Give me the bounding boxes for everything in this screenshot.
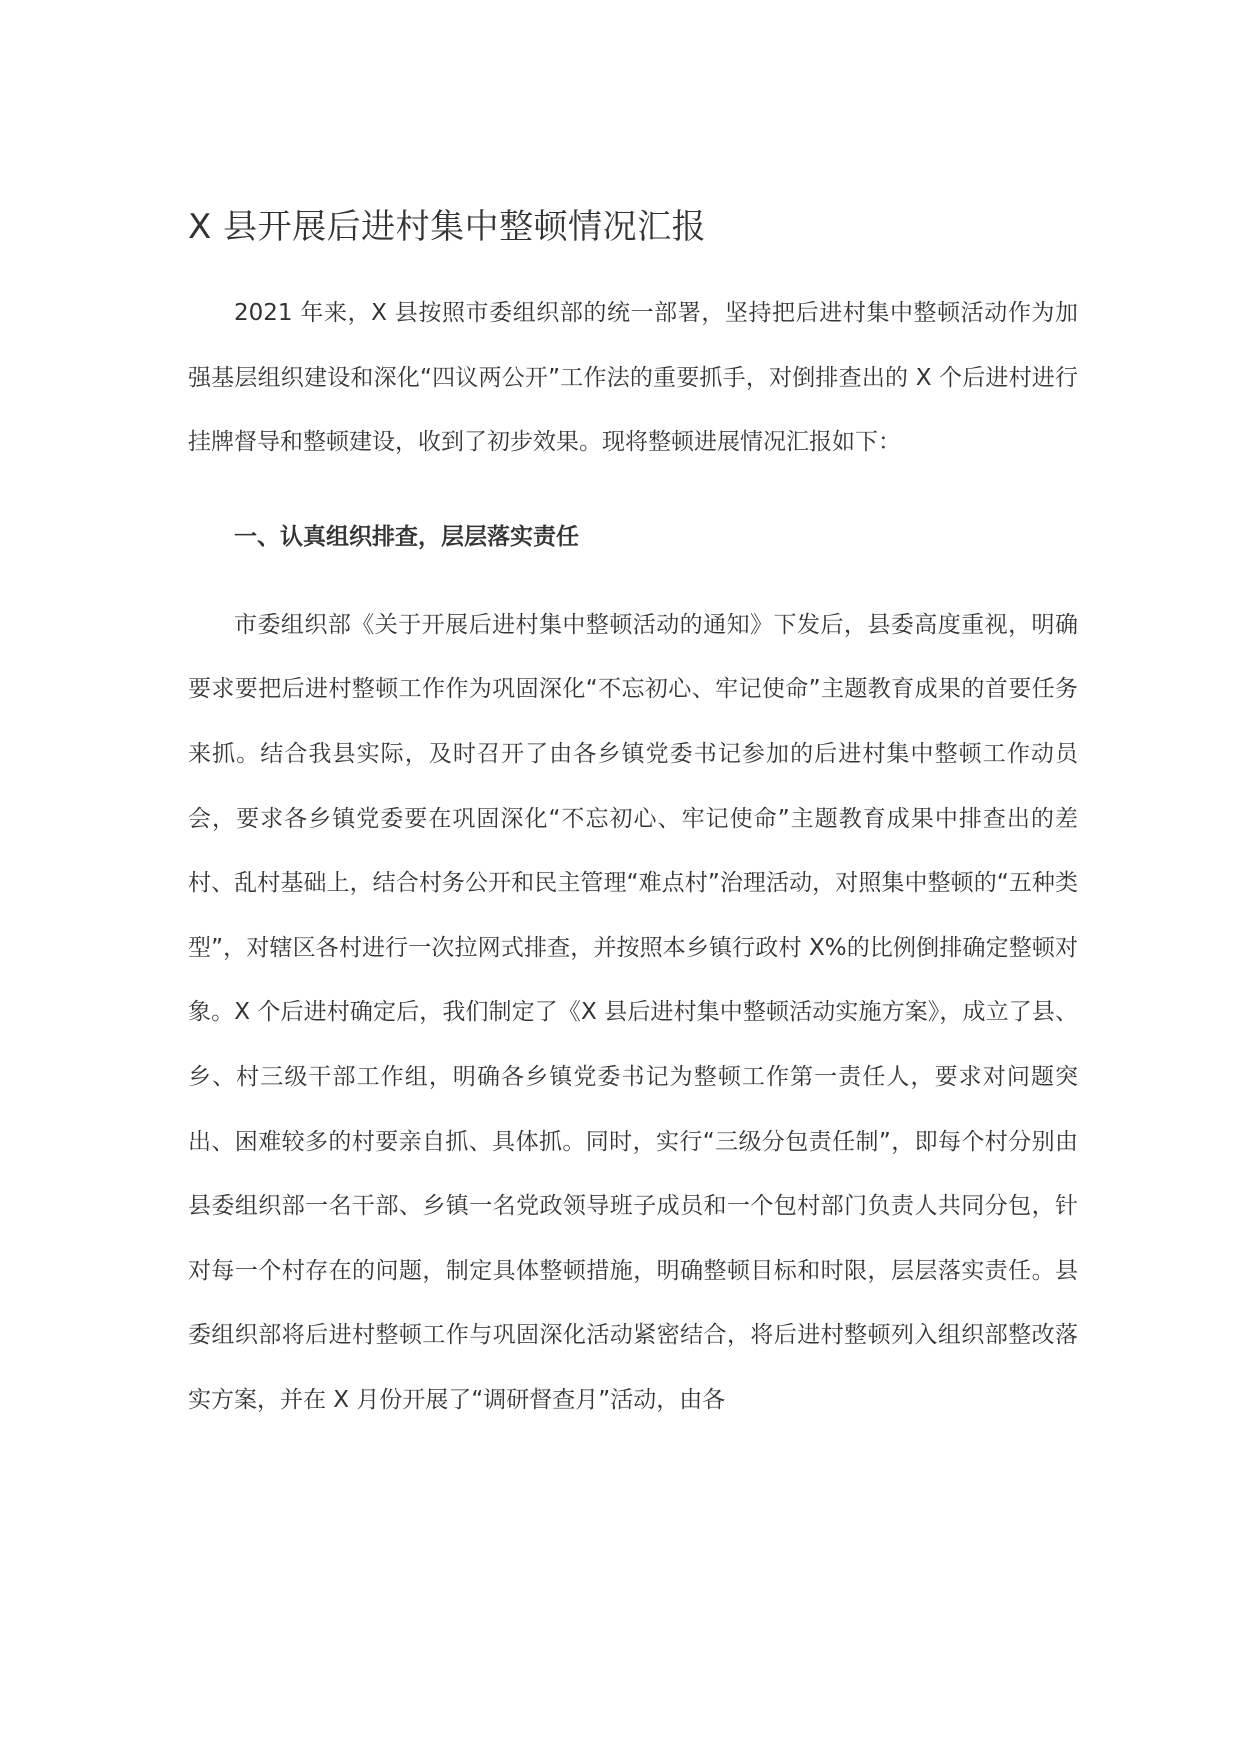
document-content [188, 203, 1078, 1433]
section-paragraph: 市委组织部《关于开展后进村集中整顿活动的通知》下发后，县委高度重视，明确要求要把后进村整顿工作作为巩固深化“不忘初心、牢记使命”主题教育成果的首要任务来抓。结合我县实际，及时召开了由各乡镇党委书记参加的后进村集中整顿工作动员会，要求各乡镇党委要在巩固深化“不忘初心、牢记使命”主题教育成果中排查出的差村、乱村基础上，结合村务公开和民主管理“难点村”治理活动，对照集中整顿的“五种类型”，对辖区各村进行一次拉网式排查，并按照本乡镇行政村 X%的比例倒排确定整顿对象。X 个后进村确定后，我们制定了《X 县后进村集中整顿活动实施方案》，成立了县、乡、村三级干部工作组，明确各乡镇党委书记为整顿工作第一责任人，要求对问题突出、困难较多的村要亲自抓、具体抓。同时，实行“三级分包责任制”，即每个村分别由县委组织部一名干部、乡镇一名党政领导班子成员和一个包村部门负责人共同分包，针对每一个村存在的问题，制定具体整顿措施，明确整顿目标和时限，层层落实责任。县委组织部将后进村整顿工作与巩固深化活动紧密结合，将后进村整顿列入组织部整改落实方案，并在 X 月份开展了“调研督查月”活动，由各 [188, 611, 1078, 1413]
intro-paragraph: 2021 年来，X 县按照市委组织部的统一部署，坚持把后进村集中整顿活动作为加强基层组织建设和深化“四议两公开”工作法的重要抓手，对倒排查出的 X 个后进村进行挂牌督导和整顿建设，收到了初步效果。现将整顿进展情况汇报如下： [188, 300, 1078, 456]
document-title: X 县开展后进村集中整顿情况汇报 [188, 207, 707, 247]
section-heading: 一、认真组织排查，层层落实责任 [234, 523, 579, 550]
